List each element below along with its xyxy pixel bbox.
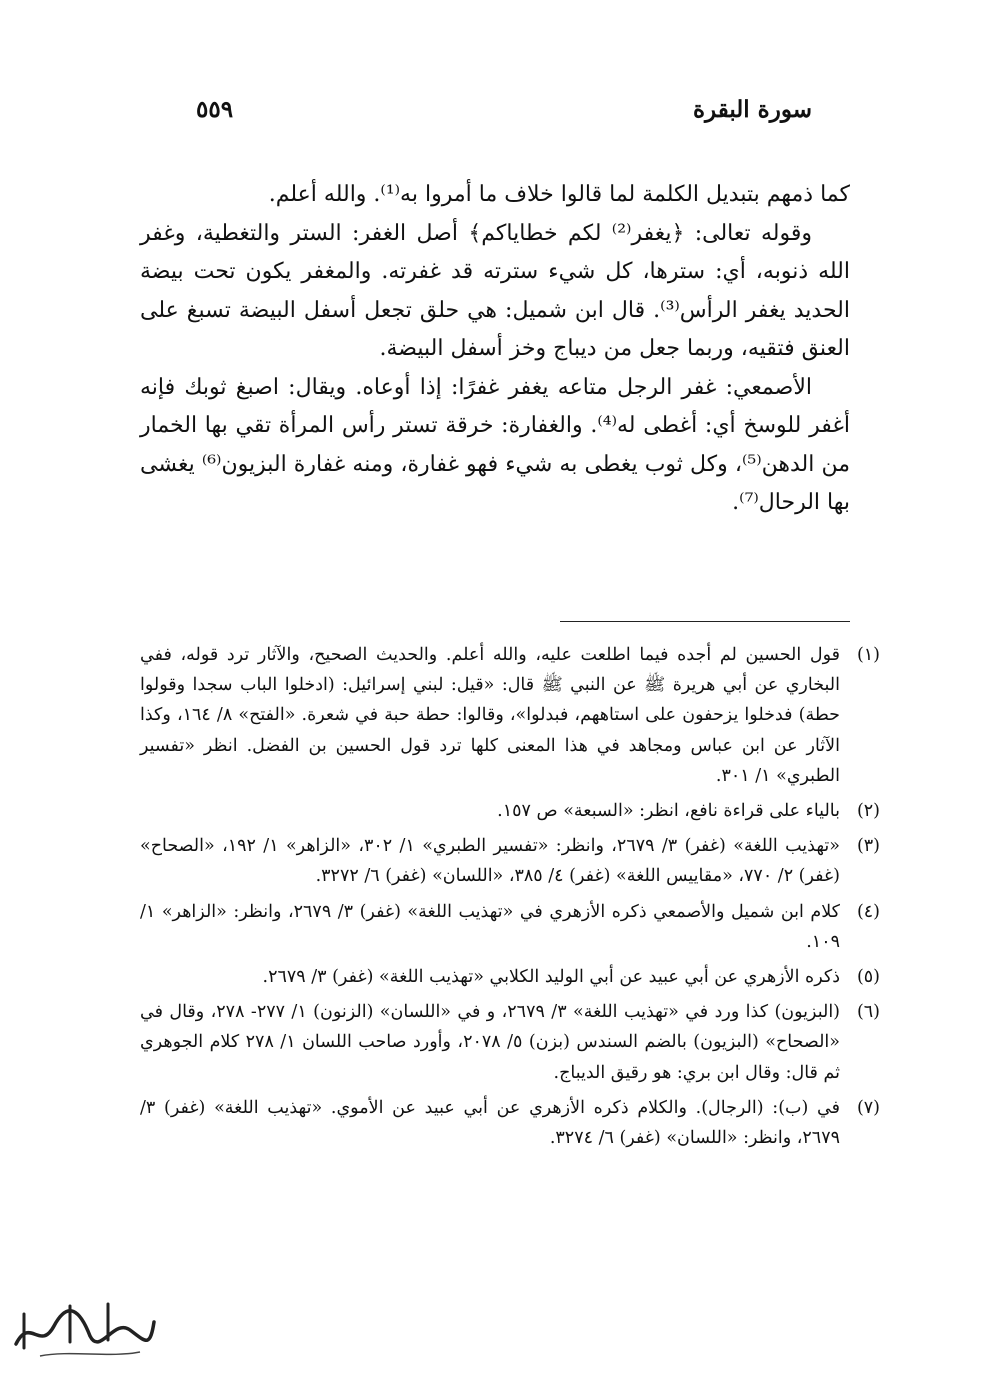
footnotes [140, 640, 880, 1158]
footnote-text: (البزيون) كذا ورد في «تهذيب اللغة» ٣/ ٢٦٧٩، و في «اللسان» (الزنون) ١/ ٢٧٧- ٢٧٨، وقال في «الصحاح» (البزيون) بالضم السندس (بزن) ٥/ ٢٠٧٨، وأورد صاحب اللسان ١/ ٢٧٨ كلام الجوهري ثم قال: وقال ابن بري: هو رقيق الديباج. [140, 1002, 841, 1083]
footnote-number: (٥) [856, 967, 880, 988]
publisher-logo [10, 1296, 158, 1362]
footnote-number: (٢) [856, 801, 880, 822]
paragraph: الأصمعي: غفر الرجل متاعه يغفر غفرًا: إذا أوعاه. ويقال: اصبغ ثوبك فإنه أغفر للوسخ أي: أغطى له⁽⁴⁾. والغفارة: خرقة تستر رأس المرأة تقي بها الخمار من الدهن⁽⁵⁾، وكل ثوب يغطى به شيء فهو غفارة، ومنه غفارة البزيون⁽⁶⁾ يغشى بها الرحال⁽⁷⁾. [140, 374, 850, 515]
footnote [140, 897, 880, 957]
paragraph: كما ذمهم بتبديل الكلمة لما قالوا خلاف ما أمروا به⁽¹⁾. والله أعلم. [268, 182, 850, 207]
footnote-text: بالياء على قراءة نافع، انظر: «السبعة» ص ١٥٧. [497, 801, 840, 822]
footnote-number: (١) [856, 645, 880, 665]
logo-calligraphy-stroke [16, 1311, 154, 1344]
footnote-number: (٣) [856, 836, 880, 857]
running-header-title: سورة البقرة [692, 96, 812, 123]
footnote-text: قول الحسين لم أجده فيما اطلعت عليه، والله أعلم. والحديث الصحيح، والآثار ترد قوله، ففي البخاري عن أبي هريرة ﷺ عن النبي ﷺ قال: «قيل: لبني إسرائيل: (ادخلوا الباب سجدا وقولوا حطة) فدخلوا يزحفون على استاههم، فبدلوا»، وقالوا: حطة حبة في شعرة. «الفتح» ٨/ ١٦٤، وكذا الآثار عن ابن عباس ومجاهد في هذا المعنى كلها ترد قول الحسين بن الفضل. انظر «تفسير الطبري» ١/ ٣٠١. [140, 645, 841, 786]
footnote [140, 640, 880, 791]
footnote-text: «تهذيب اللغة» (غفر) ٣/ ٢٦٧٩، وانظر: «تفسير الطبري» ١/ ٣٠٢، «الزاهر» ١/ ١٩٢، «الصحاح» (غفر) ٢/ ٧٧٠، «مقاييس اللغة» (غفر) ٤/ ٣٨٥، «اللسان» (غفر) ٦/ ٣٢٧٢. [140, 836, 841, 887]
footnote-text: كلام ابن شميل والأصمعي ذكره الأزهري في «تهذيب اللغة» (غفر) ٣/ ٢٦٧٩، وانظر: «الزاهر» ١/ ١٠٩. [140, 901, 841, 952]
footnote-separator [560, 621, 850, 622]
footnote [140, 1093, 880, 1153]
footnote [140, 962, 880, 992]
main-text [140, 176, 850, 523]
footnote-number: (٧) [856, 1097, 880, 1118]
footnote-text: في (ب): (الرجال). والكلام ذكره الأزهري عن أبي عبيد عن الأموي. «تهذيب اللغة» (غفر) ٣/ ٢٦٧٩، وانظر: «اللسان» (غفر) ٦/ ٣٢٧٤. [140, 1097, 840, 1149]
paragraph: وقوله تعالى: ﴿يغفر⁽²⁾ لكم خطاياكم﴾ أصل الغفر: الستر والتغطية، وغفر الله ذنوبه، أي: سترها، كل شيء سترته قد غفرته. والمغفر يكون تحت بيضة الحديد يغفر الرأس⁽³⁾. قال ابن شميل: هي حلق تجعل أسفل البيضة تسبغ على العنق فتقيه، وربما جعل من ديباج وخز أسفل البيضة. [140, 220, 850, 361]
page-number: ٥٥٩ [196, 96, 234, 123]
logo-underline-stroke [40, 1352, 140, 1356]
footnote-number: (٦) [856, 1002, 880, 1023]
footnote-text: ذكره الأزهري عن أبي عبيد عن أبي الوليد الكلابي «تهذيب اللغة» (غفر) ٣/ ٢٦٧٩. [262, 967, 840, 988]
footnote [140, 997, 880, 1088]
footnote [140, 831, 880, 891]
footnote [140, 796, 880, 826]
footnote-number: (٤) [856, 901, 880, 922]
